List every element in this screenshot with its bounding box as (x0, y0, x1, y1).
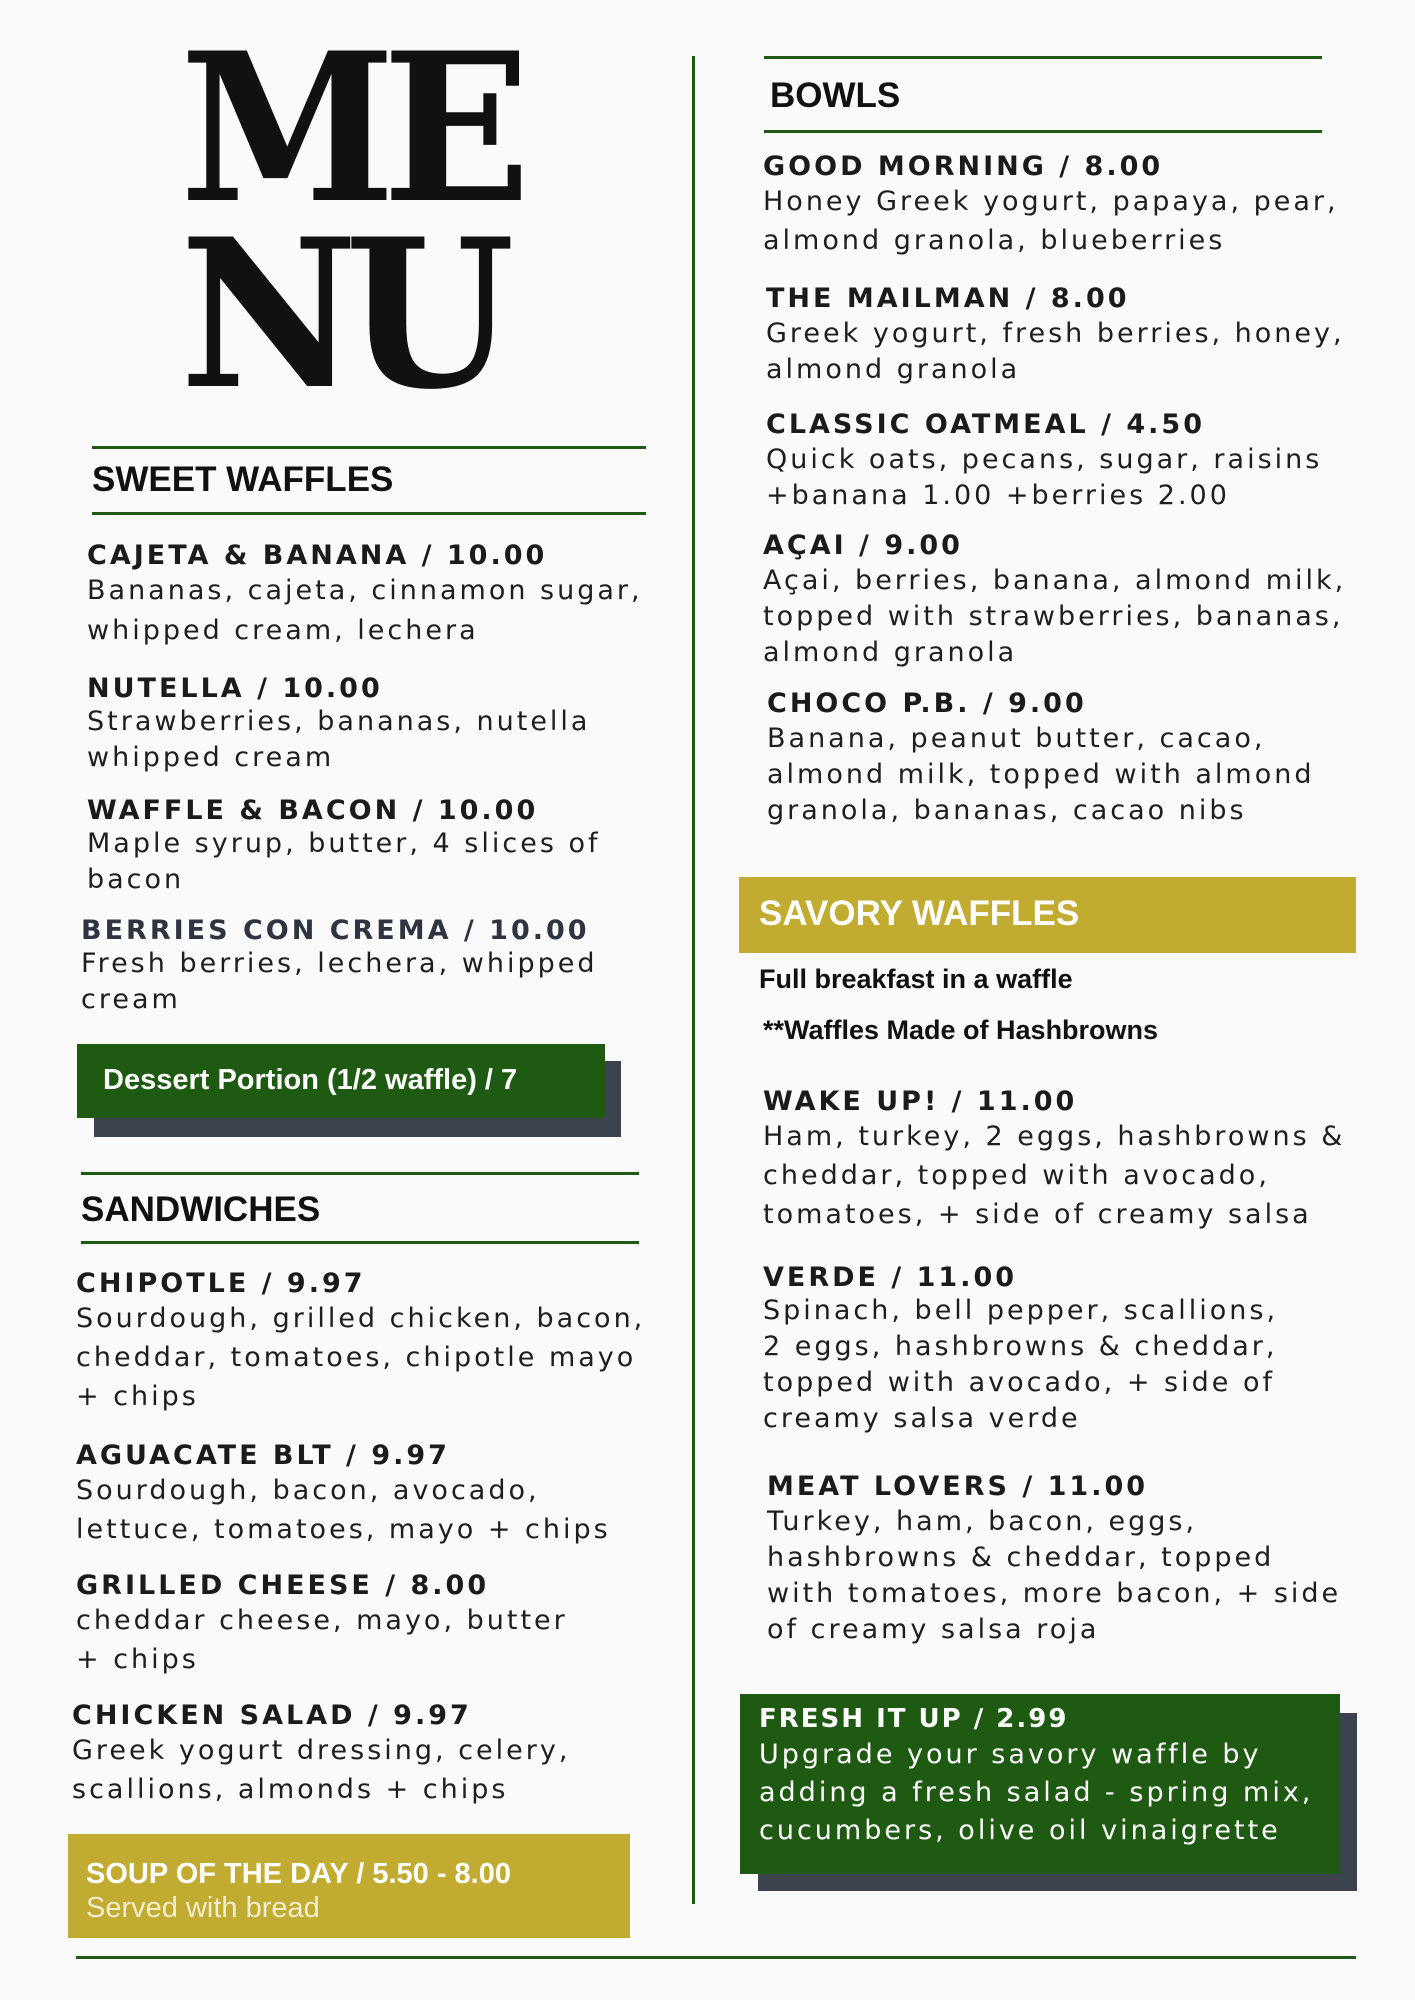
list-item (76, 1268, 645, 1415)
bowls-top-rule (764, 56, 1322, 59)
sandwiches-bottom-rule (81, 1241, 639, 1244)
item-desc-line: Sourdough, bacon, avocado, (76, 1475, 540, 1506)
item-desc-line: cream (81, 984, 181, 1015)
item-name: CAJETA & BANANA / 10.00 (87, 540, 548, 571)
item-desc-line: scallions, almonds + chips (72, 1774, 509, 1805)
item-desc-line: Sourdough, grilled chicken, bacon, (76, 1303, 646, 1334)
list-item (87, 673, 590, 776)
item-name: MEAT LOVERS / 11.00 (767, 1471, 1149, 1502)
item-name: AGUACATE BLT / 9.97 (76, 1440, 450, 1471)
item-desc-line: Quick oats, pecans, sugar, raisins (766, 444, 1323, 475)
savory-waffles-heading: SAVORY WAFFLES (759, 894, 1080, 933)
item-desc-line: of creamy salsa roja (767, 1614, 1100, 1645)
item-desc-line: tomatoes, + side of creamy salsa (763, 1199, 1312, 1230)
item-desc-line: almond granola (766, 354, 1021, 385)
item-desc-line: Spinach, bell pepper, scallions, (763, 1295, 1279, 1326)
bowls-bottom-rule (764, 130, 1322, 133)
item-desc-line: + chips (76, 1644, 199, 1675)
fresh-it-up-title: FRESH IT UP / 2.99 (759, 1704, 1069, 1734)
list-item (767, 1471, 1341, 1648)
savory-waffles-banner (739, 877, 1356, 953)
item-desc-line: cheddar, tomatoes, chipotle mayo (76, 1342, 637, 1373)
bottom-rule (76, 1956, 1356, 1959)
item-name: CHIPOTLE / 9.97 (76, 1268, 366, 1299)
item-desc-line: Honey Greek yogurt, papaya, pear, (763, 186, 1339, 217)
item-name: WAKE UP! / 11.00 (763, 1086, 1078, 1117)
item-desc-line: topped with strawberries, bananas, (763, 601, 1344, 632)
dessert-portion-box (77, 1044, 605, 1118)
item-desc-line: cheddar, topped with avocado, (763, 1160, 1270, 1191)
item-desc-line: hashbrowns & cheddar, topped (767, 1542, 1275, 1573)
soup-title: SOUP OF THE DAY / 5.50 - 8.00 (86, 1858, 511, 1890)
menu-title (180, 9, 560, 435)
item-name: BERRIES CON CREMA / 10.00 (81, 915, 590, 946)
item-name: THE MAILMAN / 8.00 (766, 283, 1130, 314)
center-divider (692, 56, 695, 1904)
item-desc-line: Greek yogurt, fresh berries, honey, (766, 318, 1345, 349)
item-name: WAFFLE & BACON / 10.00 (87, 795, 539, 826)
list-item (76, 1570, 568, 1678)
item-name: AÇAI / 9.00 (763, 530, 963, 561)
item-desc-line: almond granola, blueberries (763, 225, 1226, 256)
list-item (763, 1086, 1345, 1233)
item-desc-line: Bananas, cajeta, cinnamon sugar, (87, 575, 643, 606)
item-desc-line: Fresh berries, lechera, whipped (81, 948, 598, 979)
item-desc-line: Maple syrup, butter, 4 slices of (87, 828, 601, 859)
menu-title-line2: NU (180, 195, 502, 435)
item-desc-line: + chips (76, 1381, 199, 1412)
fresh-it-up-desc-line: Upgrade your savory waffle by (759, 1739, 1262, 1770)
sweet-waffles-top-rule (92, 446, 646, 449)
item-name: CHICKEN SALAD / 9.97 (72, 1700, 472, 1731)
fresh-it-up-box (740, 1694, 1340, 1874)
sandwiches-heading: SANDWICHES (81, 1190, 321, 1229)
item-name: CLASSIC OATMEAL / 4.50 (766, 409, 1205, 440)
list-item (763, 530, 1346, 671)
dessert-portion-label: Dessert Portion (1/2 waffle) / 7 (103, 1064, 518, 1096)
item-desc-line: almond granola (763, 637, 1018, 668)
list-item (766, 409, 1322, 514)
list-item (81, 915, 597, 1018)
list-item (76, 1440, 611, 1548)
item-desc-line: lettuce, tomatoes, mayo + chips (76, 1514, 611, 1545)
list-item (763, 1262, 1278, 1437)
soup-of-the-day-box (68, 1834, 630, 1938)
item-desc-line: Greek yogurt dressing, celery, (72, 1735, 571, 1766)
fresh-it-up-desc-line: adding a fresh salad - spring mix, (759, 1777, 1314, 1808)
soup-subtitle: Served with bread (86, 1892, 320, 1924)
item-desc-line: Banana, peanut butter, cacao, (767, 723, 1266, 754)
item-desc-line: almond milk, topped with almond (767, 759, 1315, 790)
sweet-waffles-bottom-rule (92, 512, 646, 515)
savory-subtitle: Full breakfast in a waffle (759, 964, 1073, 994)
item-desc-line: granola, bananas, cacao nibs (767, 795, 1247, 826)
item-desc-line: bacon (87, 864, 185, 895)
item-desc-line: creamy salsa verde (763, 1403, 1081, 1434)
sandwiches-top-rule (81, 1172, 639, 1175)
item-desc-line: Ham, turkey, 2 eggs, hashbrowns & (763, 1121, 1346, 1152)
list-item (87, 540, 643, 649)
sweet-waffles-heading: SWEET WAFFLES (92, 460, 394, 499)
list-item (72, 1700, 570, 1808)
item-desc-line: whipped cream (87, 742, 335, 773)
item-desc-line: Strawberries, bananas, nutella (87, 706, 591, 737)
item-desc-line: Turkey, ham, bacon, eggs, (767, 1506, 1198, 1537)
item-name: VERDE / 11.00 (763, 1262, 1018, 1293)
item-desc-line: 2 eggs, hashbrowns & cheddar, (763, 1331, 1278, 1362)
item-name: GRILLED CHEESE / 8.00 (76, 1570, 490, 1601)
fresh-it-up-desc-line: cucumbers, olive oil vinaigrette (759, 1815, 1281, 1846)
bowls-heading: BOWLS (770, 76, 901, 115)
item-desc-line: whipped cream, lechera (87, 615, 479, 646)
item-desc-line: topped with avocado, + side of (763, 1367, 1275, 1398)
menu-title-line1: ME (180, 9, 518, 249)
item-name: CHOCO P.B. / 9.00 (767, 688, 1087, 719)
item-name: GOOD MORNING / 8.00 (763, 151, 1164, 182)
item-desc-line: cheddar cheese, mayo, butter (76, 1605, 568, 1636)
list-item (766, 283, 1345, 388)
item-desc-line: Açai, berries, banana, almond milk, (763, 565, 1347, 596)
list-item (87, 795, 601, 898)
list-item (763, 151, 1339, 259)
savory-subtitle-hashbrowns: **Waffles Made of Hashbrowns (763, 1015, 1159, 1045)
item-desc-line: +banana 1.00 +berries 2.00 (766, 480, 1230, 511)
item-name: NUTELLA / 10.00 (87, 673, 383, 704)
list-item (767, 688, 1315, 829)
item-desc-line: with tomatoes, more bacon, + side (767, 1578, 1342, 1609)
